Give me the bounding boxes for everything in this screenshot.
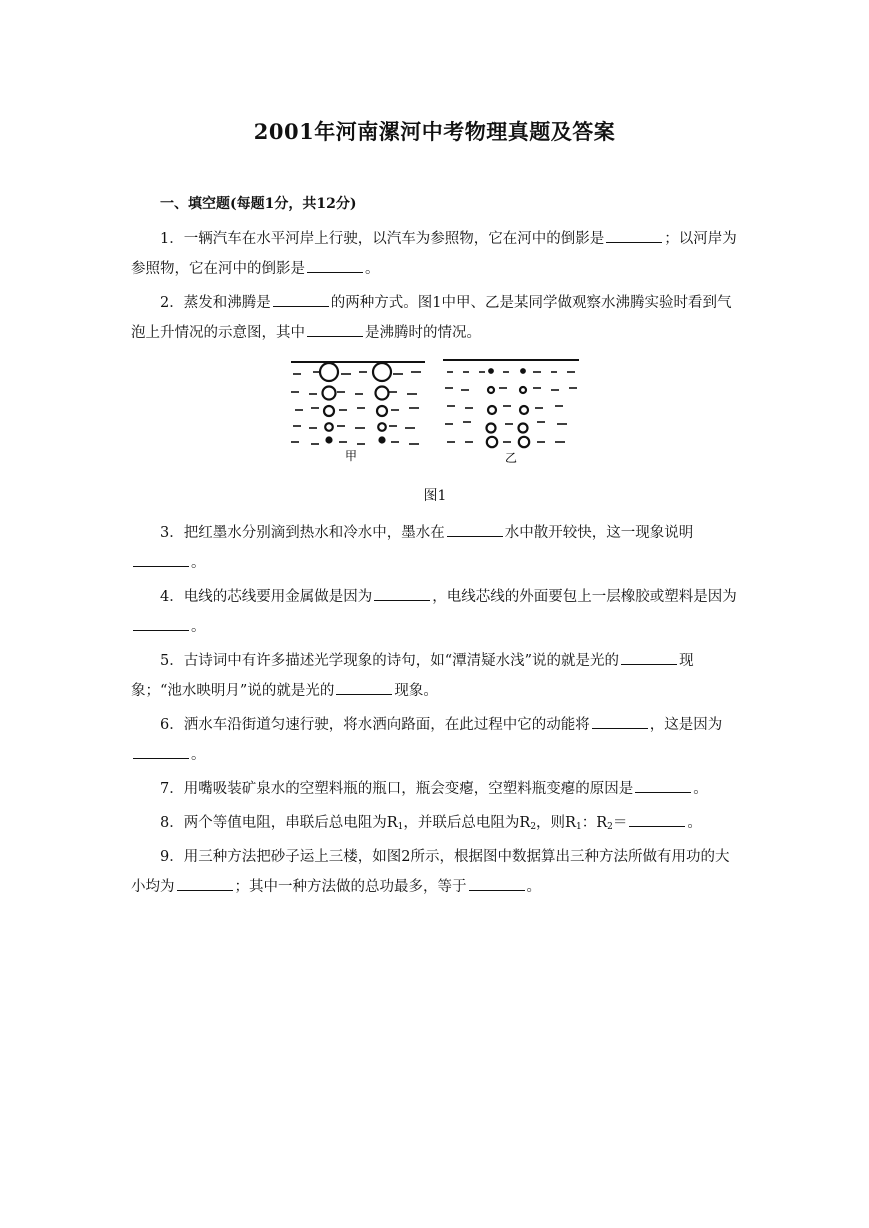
- question-number: 4．: [160, 589, 184, 605]
- question-text: 把红墨水分别滴到热水和冷水中，墨水在: [183, 525, 445, 541]
- question-text: 。: [365, 261, 380, 277]
- question-number: 2．: [160, 295, 184, 311]
- question-text: 古诗词中有许多描述光学现象的诗句，如“潭清疑水浅”说的就是光的: [183, 653, 620, 669]
- question-1: [131, 224, 739, 284]
- question-text: ；其中一种方法做的总功最多，等于: [234, 879, 467, 895]
- answer-blank[interactable]: [635, 778, 691, 793]
- question-text: 洒水车沿街道匀速行驶，将水洒向路面，在此过程中它的动能将: [183, 717, 590, 733]
- question-text: 两个等值电阻，串联后总电阻为R: [183, 815, 398, 831]
- answer-blank[interactable]: [336, 680, 392, 695]
- question-number: 7．: [160, 781, 184, 797]
- question-9: [131, 842, 739, 902]
- answer-blank[interactable]: [133, 552, 189, 567]
- section-heading: 一、填空题(每题1分，共12分): [160, 196, 357, 212]
- question-text: 。: [191, 619, 206, 635]
- question-text: ，则R: [536, 815, 576, 831]
- answer-blank[interactable]: [177, 876, 233, 891]
- answer-blank[interactable]: [629, 812, 685, 827]
- answer-blank[interactable]: [307, 322, 363, 337]
- subscript: 1: [575, 822, 582, 832]
- question-text: 现象。: [394, 683, 438, 699]
- question-text: 用三种方法把砂子运上三楼，如图2所示，根据图中数据算出三种方法所做有用功的大小均为: [131, 849, 730, 895]
- question-number: 5．: [160, 653, 184, 669]
- subscript: 1: [397, 822, 404, 832]
- question-text: ，并联后总电阻为R: [403, 815, 531, 831]
- answer-blank[interactable]: [273, 292, 329, 307]
- answer-blank[interactable]: [374, 586, 430, 601]
- answer-blank[interactable]: [133, 744, 189, 759]
- question-number: 6．: [160, 717, 184, 733]
- question-text: ＝: [612, 815, 628, 831]
- question-number: 8．: [160, 815, 184, 831]
- answer-blank[interactable]: [621, 650, 677, 665]
- panel-yi: [443, 360, 579, 447]
- question-3: [131, 518, 739, 578]
- question-list: [131, 224, 739, 906]
- question-text: 。: [191, 555, 206, 571]
- question-text: 。: [191, 747, 206, 763]
- figure-caption: 图1: [423, 488, 447, 504]
- answer-blank[interactable]: [606, 228, 662, 243]
- question-text: ，电线芯线的外面要包上一层橡胶或塑料是因为: [432, 589, 737, 605]
- question-text: 。: [526, 879, 541, 895]
- figure-label-yi: 乙: [504, 451, 518, 465]
- question-text: 用嘴吸装矿泉水的空塑料瓶的瓶口，瓶会变瘪，空塑料瓶变瘪的原因是: [183, 781, 634, 797]
- question-text: 的两种方式。图1中甲、乙是某同学做观察水沸腾实验时看到气泡上升情况的示意图，其中: [131, 295, 732, 341]
- question-text: ；以河岸为参照物，它在河中的倒影是: [131, 231, 737, 277]
- question-text: 水中散开较快，这一现象说明: [504, 525, 694, 541]
- answer-blank[interactable]: [592, 714, 648, 729]
- question-2: [131, 288, 739, 348]
- figure-1: [131, 354, 739, 476]
- question-text: ：R: [581, 815, 608, 831]
- subscript: 2: [530, 822, 537, 832]
- question-8: [131, 808, 739, 838]
- question-text: 一辆汽车在水平河岸上行驶，以汽车为参照物，它在河中的倒影是: [183, 231, 605, 247]
- question-text: 是沸腾时的情况。: [365, 325, 481, 341]
- question-text: 现象；“池水映明月”说的就是光的: [131, 653, 694, 699]
- figure-label-jia: 甲: [344, 449, 358, 463]
- panel-jia: [291, 362, 425, 444]
- question-text: 电线的芯线要用金属做是因为: [183, 589, 373, 605]
- question-text: 蒸发和沸腾是: [183, 295, 271, 311]
- question-4: [131, 582, 739, 642]
- answer-blank[interactable]: [447, 522, 503, 537]
- question-number: 9．: [160, 849, 184, 865]
- question-text: ，这是因为: [649, 717, 723, 733]
- question-number: 1．: [160, 231, 184, 247]
- question-number: 3．: [160, 525, 184, 541]
- question-text: 。: [687, 815, 702, 831]
- question-text: 。: [693, 781, 708, 797]
- page-title: 2001年河南漯河中考物理真题及答案: [253, 119, 616, 144]
- question-5: [131, 646, 739, 706]
- answer-blank[interactable]: [469, 876, 525, 891]
- answer-blank[interactable]: [133, 616, 189, 631]
- boiling-bubbles-figure: [285, 354, 585, 472]
- question-6: [131, 710, 739, 770]
- question-7: [131, 774, 739, 804]
- subscript: 2: [607, 822, 613, 832]
- answer-blank[interactable]: [307, 258, 363, 273]
